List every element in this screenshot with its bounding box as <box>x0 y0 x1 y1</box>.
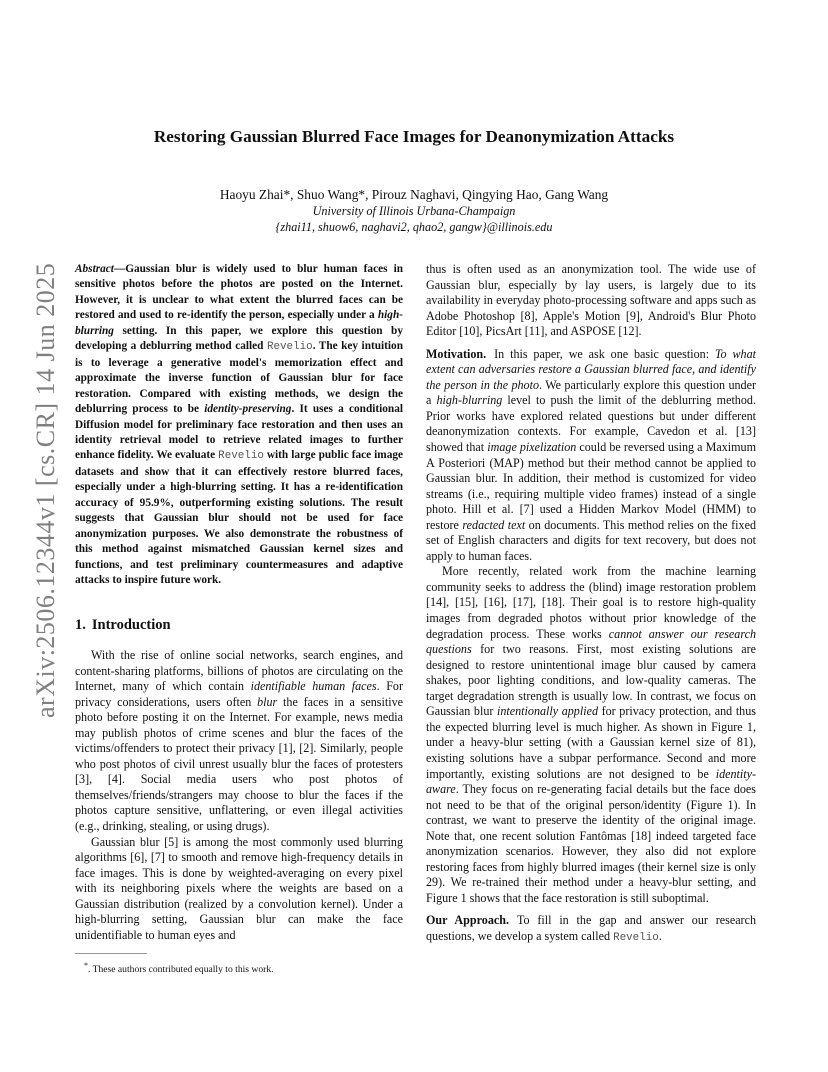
emphasis: blur <box>257 694 278 709</box>
paragraph <box>75 648 403 835</box>
text-run: More recently, related work from the machine learning community seeks to address the (blind) image restoration problem [14], [15], [16], [17], [18]. Their goal is to restore high-quality images from degraded photos without prior knowledge of the degradation process. These works <box>426 564 756 641</box>
abstract <box>75 262 403 589</box>
footnote-marker: * <box>84 961 88 970</box>
text-run: With the rise of online social networks, search engines, and content-sharing platforms, billions of photos are circulating on the Internet, many of which contain <box>75 648 403 694</box>
emphasis: To what extent can adversaries restore a Gaussian blurred face, and identify the person in the photo <box>426 346 756 392</box>
abstract-text-4: . It uses a conditional Diffusion model for preliminary face restoration and then uses an identity retrieval model to retrieve related images to further enhance fidelity. We evaluate <box>75 403 403 462</box>
footnote-text: . These authors contributed equally to this work. <box>88 964 274 976</box>
paragraph <box>426 564 756 906</box>
paragraph: thus is often used as an anonymization tool. The wide use of Gaussian blur, especially by lay users, is largely due to its availability in everyday photo-processing software and apps such as Adobe Photoshop [8], Apple's Motion [9], Android's Blur Photo Editor [10], PicsArt [11], and ASPOSE [12]. <box>426 262 756 339</box>
text-run: To fill in the gap and answer our research questions, we develop a system called <box>426 913 756 943</box>
footnote-divider <box>75 953 147 954</box>
abstract-term-identity: identity-preserving <box>204 403 292 416</box>
section-heading <box>75 617 171 634</box>
abstract-term-high-blurring: high-blurring <box>75 309 403 337</box>
system-name: Revelio <box>266 341 313 354</box>
system-name: Revelio <box>218 450 264 463</box>
affiliation: University of Illinois Urbana-Champaign <box>312 204 516 218</box>
text-run: In this paper, we ask one basic question: <box>494 346 715 361</box>
author-list: Haoyu Zhai*, Shuo Wang*, Pirouz Naghavi, Qingying Hao, Gang Wang <box>219 187 609 202</box>
abstract-text-2: setting. In this paper, we explore this question by developing a deblurring method called <box>75 324 403 353</box>
text-run: . They focus on re-generating facial details but the face does not need to be that of the original person/identity (Figure 1). In contrast, we want to preserve the identity of the original image. Note that, one recent solution Fantômas [18] indeed targeted face anonymization scenarios. However, they also did not explore restoring faces from highly blurred images (their kernel size is only 29). We re-trained their method under a heavy-blur setting, and Figure 1 shows that the face restoration is still suboptimal. <box>426 782 756 905</box>
emphasis: identifiable human faces <box>250 679 377 694</box>
arxiv-identifier: arXiv:2506.12344v1 [cs.CR] 14 Jun 2025 <box>31 262 60 718</box>
text-run: level to push the limit of the deblurring method. Prior works have explored related questions but under different deanonymization contexts. For example, Cavedon et al. [13] showed that <box>426 393 756 455</box>
emphasis: identity-aware <box>426 766 756 797</box>
text-run: . <box>658 928 662 943</box>
emphasis: cannot answer our research questions <box>426 626 756 657</box>
runin-heading: Our Approach. <box>426 913 509 928</box>
text-run: the faces in a sensitive photo before posting it on the Internet. For example, news media may publish photos of crime scenes and blur the faces of the victims/offenders to protect their privacy [1], [2]. Similarly, people who post photos of civil unrest usually blur the faces of protesters [3], [4]. Social media users who post photos of themselves/friends/strangers may choose to blur the faces if the photos capture sensitive, unflattering, or even illegal activities (e.g., drinking, stealing, or using drugs). <box>75 694 403 834</box>
paragraph: Gaussian blur [5] is among the most commonly used blurring algorithms [6], [7] to smooth and remove high-frequency details in face images. This is done by weighted-averaging on every pixel with its neighboring pixels where the weights are based on a Gaussian distribution (realized by a convolution kernel). Under a high-blurring setting, Gaussian blur can make the face unidentifiable to human eyes and <box>75 834 403 942</box>
abstract-label: Abstract <box>75 263 114 275</box>
abstract-text-3: . The key intuition is to leverage a generative model's memorization effect and approximate the inverse function of Gaussian blur for face restoration. Compared with existing methods, we design the deblurring process to be <box>75 340 403 416</box>
abstract-text-1: —Gaussian blur is widely used to blur human faces in sensitive photos before the photos are posted on the Internet. However, it is unclear to what extent the blurred faces can be restored and used to re-identify the person, especially under a <box>75 263 403 322</box>
paper-title: Restoring Gaussian Blurred Face Images for Deanonymization Attacks <box>153 127 675 146</box>
emphasis: intentionally applied <box>497 704 598 719</box>
abstract-text-5: with large public face image datasets and show that it can effectively restore blurred faces, especially under a high-blurring setting. It has a re-identification accuracy of 95.9%, outperforming existing solutions. The result suggests that Gaussian blur should not be used for face anonymization purposes. We also demonstrate the robustness of this method against mismatched Gaussian kernel sizes and functions, and test preliminary countermeasures and adaptive attacks to inspire future work. <box>75 449 404 587</box>
text-run: . We particularly explore this question under a <box>426 377 756 408</box>
author-emails: {zhai11, shuow6, naghavi2, qhao2, gangw}@illinois.edu <box>275 220 553 234</box>
emphasis: high-blurring <box>436 393 503 408</box>
paragraph-approach <box>426 913 756 946</box>
section-number: 1. <box>75 617 86 633</box>
paragraph-motivation <box>426 347 756 565</box>
text-run: on documents. This method relies on the fixed set of English characters and digits for text recovery, but does not apply to human faces. <box>426 517 756 563</box>
emphasis: image pixelization <box>487 440 577 455</box>
emphasis: redacted text <box>462 517 526 532</box>
section-title: Introduction <box>91 617 171 633</box>
text-run: . For privacy considerations, users often <box>75 679 403 709</box>
runin-heading: Motivation. <box>426 346 487 361</box>
footnote <box>84 961 274 975</box>
system-name: Revelio <box>613 931 659 944</box>
text-run: for privacy protection, and thus the expected blurring level is much higher. As shown in Figure 1, under a heavy-blur setting (with a Gaussian kernel size of 81), existing solutions have a subpar performance. Second and more importantly, existing solutions are not designed to be <box>426 704 756 781</box>
right-column <box>426 262 756 947</box>
text-run: for two reasons. First, most existing solutions are designed to restore unintentional image blur caused by camera shakes, poor lighting conditions, and low-quality cameras. The target degradation strength is usually low. In contrast, we focus on Gaussian blur <box>426 642 756 719</box>
text-run: could be reversed using a Maximum A Posteriori (MAP) method but their method cannot be applied to Gaussian blur. In addition, their method is customized for video streams (i.e., requiring multiple video frames) instead of a single photo. Hill et al. [7] used a Hidden Markov Model (HMM) to restore <box>426 440 756 532</box>
intro-body <box>75 648 403 943</box>
